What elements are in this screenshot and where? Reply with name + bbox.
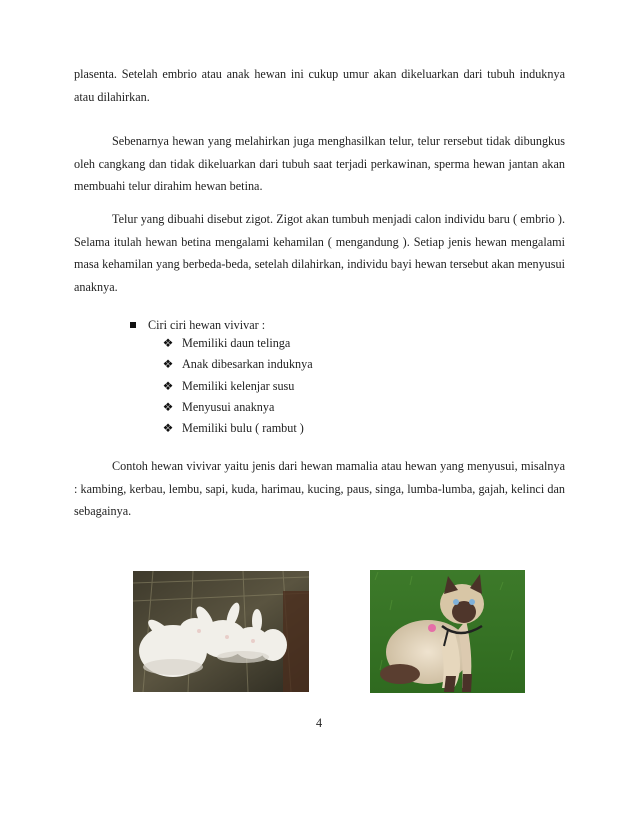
page-number: 4 bbox=[315, 716, 323, 730]
siamese-cat-photo bbox=[370, 570, 525, 693]
diamond-bullet-icon: ❖ bbox=[162, 357, 174, 372]
paragraph-1: plasenta. Setelah embrio atau anak hewan ini cukup umur akan dikeluarkan dari tubuh induknya atau dilahirkan. bbox=[74, 67, 565, 104]
diamond-bullet-icon: ❖ bbox=[162, 378, 174, 393]
list-item: ❖ Memiliki bulu ( rambut ) bbox=[162, 418, 313, 439]
rabbits-photo bbox=[133, 571, 309, 692]
paragraph-examples: Contoh hewan vivivar yaitu jenis dari hewan mamalia atau hewan yang menyusui, misalnya : kambing, kerbau, lembu, sapi, kuda, harimau, kucing, paus, singa, lumba-lumba, gajah, kelinci dan sebagainya. bbox=[74, 459, 565, 518]
paragraph-2: Sebenarnya hewan yang melahirkan juga menghasilkan telur, telur rersebut tidak dibungkus oleh cangkang dan tidak dikeluarkan dari tubuh saat terjadi perkawinan, sperma hewan jantan akan membuahi telur dirahim hewan betina. bbox=[74, 134, 565, 193]
trait-list bbox=[162, 333, 313, 439]
list-heading-text: Ciri ciri hewan vivivar : bbox=[148, 318, 266, 332]
list-item: ❖ Menyusui anaknya bbox=[162, 397, 313, 418]
square-bullet-icon bbox=[130, 322, 136, 328]
diamond-bullet-icon: ❖ bbox=[162, 336, 174, 350]
diamond-bullet-icon: ❖ bbox=[162, 399, 174, 414]
diamond-bullet-icon: ❖ bbox=[162, 421, 174, 436]
paragraph-3: Telur yang dibuahi disebut zigot. Zigot akan tumbuh menjadi calon individu baru ( embrio ). Selama itulah hewan betina mengalami kehamilan ( mengandung ). Setiap jenis hewan mengalami masa kehamilan yang berbeda-beda, setelah dilahirkan, individu bayi hewan tersebut akan menyusui anaknya. bbox=[74, 212, 565, 294]
list-item: ❖ Memiliki daun telinga bbox=[162, 333, 313, 354]
list-item: ❖ Memiliki kelenjar susu bbox=[162, 376, 313, 397]
list-item: ❖ Anak dibesarkan induknya bbox=[162, 354, 313, 375]
